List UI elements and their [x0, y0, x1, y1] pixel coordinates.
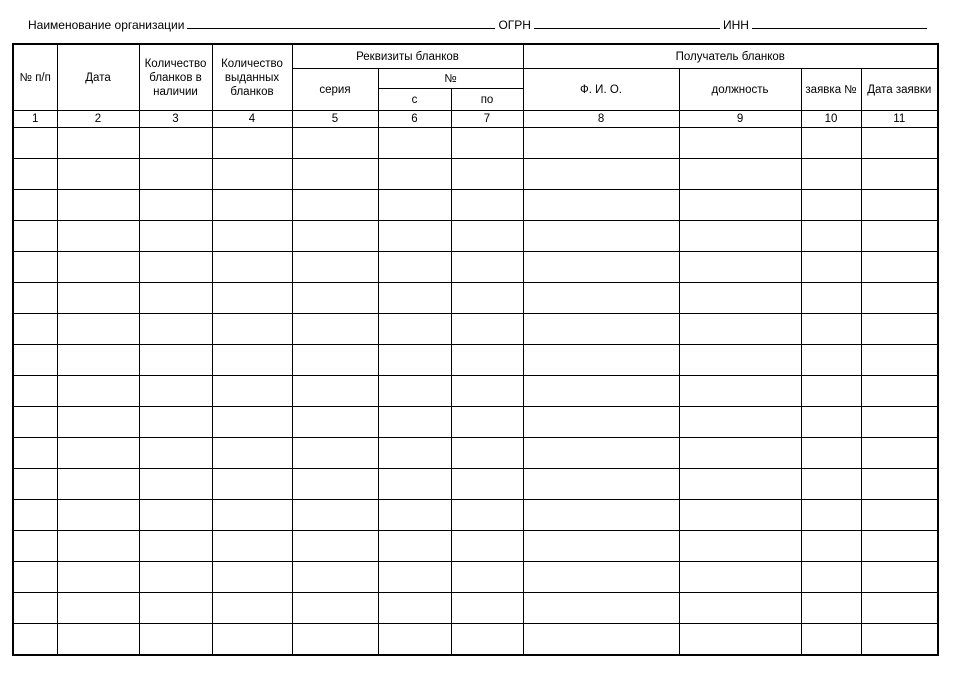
table-cell[interactable]: [139, 593, 212, 624]
table-cell[interactable]: [57, 500, 139, 531]
header-request-date: Дата заявки: [861, 69, 938, 111]
table-cell[interactable]: [523, 531, 679, 562]
table-row: [13, 469, 938, 500]
column-number: 11: [861, 111, 938, 128]
table-row: [13, 252, 938, 283]
table-cell[interactable]: [861, 624, 938, 656]
table-cell[interactable]: [13, 159, 57, 190]
table-cell[interactable]: [57, 314, 139, 345]
table-cell[interactable]: [292, 624, 378, 656]
table-cell[interactable]: [378, 469, 451, 500]
table-cell[interactable]: [292, 500, 378, 531]
table-cell[interactable]: [861, 531, 938, 562]
table-cell[interactable]: [13, 252, 57, 283]
table-cell[interactable]: [523, 128, 679, 159]
header-date: Дата: [57, 44, 139, 111]
table-row: [13, 283, 938, 314]
table-cell[interactable]: [13, 438, 57, 469]
table-cell[interactable]: [801, 407, 861, 438]
table-cell[interactable]: [861, 128, 938, 159]
table-cell[interactable]: [292, 128, 378, 159]
table-cell[interactable]: [13, 593, 57, 624]
table-row: [13, 128, 938, 159]
table-cell[interactable]: [378, 252, 451, 283]
table-cell[interactable]: [523, 562, 679, 593]
table-cell[interactable]: [13, 221, 57, 252]
table-cell[interactable]: [801, 624, 861, 656]
table-cell[interactable]: [679, 500, 801, 531]
table-cell[interactable]: [57, 438, 139, 469]
table-cell[interactable]: [292, 562, 378, 593]
header-position: должность: [679, 69, 801, 111]
table-cell[interactable]: [451, 314, 523, 345]
table-cell[interactable]: [13, 128, 57, 159]
table-cell[interactable]: [212, 221, 292, 252]
ogrn-label: ОГРН: [498, 18, 531, 32]
table-cell[interactable]: [679, 562, 801, 593]
table-cell[interactable]: [801, 252, 861, 283]
table-cell[interactable]: [861, 593, 938, 624]
table-cell[interactable]: [292, 407, 378, 438]
header-fio: Ф. И. О.: [523, 69, 679, 111]
header-to: по: [451, 89, 523, 111]
table-cell[interactable]: [378, 283, 451, 314]
table-cell[interactable]: [139, 531, 212, 562]
table-cell[interactable]: [451, 531, 523, 562]
table-cell[interactable]: [861, 159, 938, 190]
table-cell[interactable]: [523, 469, 679, 500]
table-cell[interactable]: [679, 376, 801, 407]
table-cell[interactable]: [679, 128, 801, 159]
header-requisites: Реквизиты бланков: [292, 44, 523, 69]
table-row: [13, 562, 938, 593]
column-number: 5: [292, 111, 378, 128]
table-cell[interactable]: [212, 407, 292, 438]
table-cell[interactable]: [861, 469, 938, 500]
table-cell[interactable]: [378, 593, 451, 624]
table-cell[interactable]: [801, 345, 861, 376]
table-cell[interactable]: [292, 314, 378, 345]
table-cell[interactable]: [523, 314, 679, 345]
table-cell[interactable]: [451, 221, 523, 252]
table-cell[interactable]: [801, 531, 861, 562]
org-name-field[interactable]: [187, 17, 495, 29]
table-cell[interactable]: [378, 407, 451, 438]
table-cell[interactable]: [451, 190, 523, 221]
column-number: 4: [212, 111, 292, 128]
table-row: [13, 314, 938, 345]
table-cell[interactable]: [378, 438, 451, 469]
table-cell[interactable]: [292, 221, 378, 252]
table-cell[interactable]: [212, 283, 292, 314]
table-cell[interactable]: [139, 159, 212, 190]
table-cell[interactable]: [139, 407, 212, 438]
column-number: 6: [378, 111, 451, 128]
table-cell[interactable]: [212, 469, 292, 500]
table-cell[interactable]: [13, 345, 57, 376]
table-cell[interactable]: [139, 252, 212, 283]
table-cell[interactable]: [57, 376, 139, 407]
table-cell[interactable]: [378, 128, 451, 159]
table-cell[interactable]: [451, 128, 523, 159]
column-number: 7: [451, 111, 523, 128]
table-cell[interactable]: [292, 252, 378, 283]
table-cell[interactable]: [679, 624, 801, 656]
table-cell[interactable]: [378, 190, 451, 221]
table-cell[interactable]: [13, 500, 57, 531]
table-cell[interactable]: [523, 376, 679, 407]
table-cell[interactable]: [523, 283, 679, 314]
table-cell[interactable]: [861, 283, 938, 314]
table-cell[interactable]: [139, 345, 212, 376]
table-row: [13, 376, 938, 407]
table-row: [13, 221, 938, 252]
table-cell[interactable]: [861, 221, 938, 252]
header-qty-issued: Количество выданных бланков: [212, 44, 292, 111]
table-row: [13, 531, 938, 562]
table-cell[interactable]: [57, 531, 139, 562]
table-cell[interactable]: [451, 345, 523, 376]
table-cell[interactable]: [861, 314, 938, 345]
blanks-register-table: [12, 43, 939, 656]
table-cell[interactable]: [451, 283, 523, 314]
table-cell[interactable]: [139, 314, 212, 345]
table-row: [13, 159, 938, 190]
table-cell[interactable]: [292, 376, 378, 407]
table-cell[interactable]: [679, 221, 801, 252]
table-cell[interactable]: [139, 283, 212, 314]
table-cell[interactable]: [679, 252, 801, 283]
table-cell[interactable]: [801, 469, 861, 500]
table-cell[interactable]: [523, 407, 679, 438]
table-cell[interactable]: [57, 624, 139, 656]
column-number: 3: [139, 111, 212, 128]
table-row: [13, 593, 938, 624]
table-cell[interactable]: [801, 221, 861, 252]
table-cell[interactable]: [139, 500, 212, 531]
organization-header: [28, 17, 928, 33]
table-cell[interactable]: [378, 345, 451, 376]
table-cell[interactable]: [801, 376, 861, 407]
table-cell[interactable]: [378, 500, 451, 531]
table-cell[interactable]: [212, 159, 292, 190]
table-cell[interactable]: [801, 314, 861, 345]
table-cell[interactable]: [451, 376, 523, 407]
header-qty-available: Количество бланков в наличии: [139, 44, 212, 111]
table-cell[interactable]: [679, 283, 801, 314]
table-cell[interactable]: [139, 469, 212, 500]
table-cell[interactable]: [139, 562, 212, 593]
inn-label: ИНН: [722, 18, 749, 32]
column-number: 1: [13, 111, 57, 128]
table-cell[interactable]: [57, 345, 139, 376]
table-cell[interactable]: [13, 283, 57, 314]
table-cell[interactable]: [801, 438, 861, 469]
table-cell[interactable]: [139, 376, 212, 407]
table-cell[interactable]: [801, 562, 861, 593]
table-cell[interactable]: [13, 531, 57, 562]
table-cell[interactable]: [212, 376, 292, 407]
table-cell[interactable]: [292, 159, 378, 190]
ogrn-field[interactable]: [534, 17, 720, 29]
table-cell[interactable]: [861, 376, 938, 407]
table-cell[interactable]: [378, 624, 451, 656]
org-name-label: Наименование организации: [28, 18, 185, 32]
table-cell[interactable]: [292, 438, 378, 469]
column-number: 8: [523, 111, 679, 128]
table-cell[interactable]: [292, 190, 378, 221]
table-cell[interactable]: [861, 345, 938, 376]
table-cell[interactable]: [451, 624, 523, 656]
table-cell[interactable]: [212, 624, 292, 656]
table-cell[interactable]: [139, 128, 212, 159]
table-cell[interactable]: [861, 500, 938, 531]
table-cell[interactable]: [57, 562, 139, 593]
table-cell[interactable]: [378, 314, 451, 345]
table-row: [13, 624, 938, 656]
header-from: с: [378, 89, 451, 111]
header-number: №: [378, 69, 523, 89]
table-cell[interactable]: [679, 190, 801, 221]
table-cell[interactable]: [523, 624, 679, 656]
table-cell[interactable]: [292, 531, 378, 562]
table-cell[interactable]: [523, 438, 679, 469]
table-cell[interactable]: [378, 159, 451, 190]
column-number: 10: [801, 111, 861, 128]
table-cell[interactable]: [57, 593, 139, 624]
table-cell[interactable]: [57, 469, 139, 500]
table-cell[interactable]: [451, 438, 523, 469]
table-cell[interactable]: [13, 314, 57, 345]
table-cell[interactable]: [292, 283, 378, 314]
table-cell[interactable]: [679, 593, 801, 624]
table-cell[interactable]: [451, 500, 523, 531]
table-cell[interactable]: [212, 314, 292, 345]
table-cell[interactable]: [679, 407, 801, 438]
table-cell[interactable]: [523, 252, 679, 283]
table-row: [13, 190, 938, 221]
table-cell[interactable]: [451, 159, 523, 190]
table-cell[interactable]: [139, 438, 212, 469]
table-cell[interactable]: [523, 159, 679, 190]
table-cell[interactable]: [801, 128, 861, 159]
inn-field[interactable]: [752, 17, 927, 29]
table-cell[interactable]: [523, 593, 679, 624]
table-cell[interactable]: [212, 345, 292, 376]
table-cell[interactable]: [212, 128, 292, 159]
table-cell[interactable]: [212, 531, 292, 562]
table-cell[interactable]: [13, 562, 57, 593]
table-cell[interactable]: [212, 438, 292, 469]
table-cell[interactable]: [57, 252, 139, 283]
table-cell[interactable]: [212, 593, 292, 624]
table-row: [13, 407, 938, 438]
table-cell[interactable]: [861, 407, 938, 438]
column-number: 2: [57, 111, 139, 128]
table-cell[interactable]: [212, 252, 292, 283]
header-recipient: Получатель бланков: [523, 44, 938, 69]
table-cell[interactable]: [378, 562, 451, 593]
table-cell[interactable]: [801, 283, 861, 314]
table-cell[interactable]: [679, 345, 801, 376]
column-number: 9: [679, 111, 801, 128]
table-cell[interactable]: [679, 438, 801, 469]
table-cell[interactable]: [861, 190, 938, 221]
table-cell[interactable]: [212, 562, 292, 593]
table-row: [13, 345, 938, 376]
table-cell[interactable]: [57, 283, 139, 314]
table-cell[interactable]: [451, 593, 523, 624]
header-request-no: заявка №: [801, 69, 861, 111]
table-cell[interactable]: [13, 190, 57, 221]
table-cell[interactable]: [139, 190, 212, 221]
table-cell[interactable]: [679, 531, 801, 562]
table-cell[interactable]: [801, 500, 861, 531]
table-cell[interactable]: [57, 159, 139, 190]
table-cell[interactable]: [451, 562, 523, 593]
header-num: № п/п: [13, 44, 57, 111]
table-cell[interactable]: [57, 128, 139, 159]
table-cell[interactable]: [451, 407, 523, 438]
table-cell[interactable]: [861, 438, 938, 469]
table-cell[interactable]: [679, 469, 801, 500]
table-cell[interactable]: [801, 190, 861, 221]
table-cell[interactable]: [57, 407, 139, 438]
table-cell[interactable]: [378, 221, 451, 252]
table-row: [13, 500, 938, 531]
table-cell[interactable]: [292, 469, 378, 500]
table-cell[interactable]: [861, 252, 938, 283]
table-cell[interactable]: [57, 190, 139, 221]
table-cell[interactable]: [13, 407, 57, 438]
table-cell[interactable]: [523, 345, 679, 376]
table-cell[interactable]: [451, 252, 523, 283]
column-numbers-row: [13, 111, 938, 128]
table-cell[interactable]: [801, 593, 861, 624]
table-cell[interactable]: [139, 221, 212, 252]
table-cell[interactable]: [679, 314, 801, 345]
header-series: серия: [292, 69, 378, 111]
table-cell[interactable]: [57, 221, 139, 252]
table-cell[interactable]: [292, 345, 378, 376]
table-cell[interactable]: [378, 531, 451, 562]
table-cell[interactable]: [523, 190, 679, 221]
table-cell[interactable]: [139, 624, 212, 656]
table-cell[interactable]: [801, 159, 861, 190]
table-row: [13, 438, 938, 469]
table-cell[interactable]: [523, 221, 679, 252]
table-cell[interactable]: [13, 624, 57, 656]
table-cell[interactable]: [13, 376, 57, 407]
table-cell[interactable]: [861, 562, 938, 593]
table-cell[interactable]: [523, 500, 679, 531]
table-cell[interactable]: [292, 593, 378, 624]
table-cell[interactable]: [378, 376, 451, 407]
table-cell[interactable]: [212, 190, 292, 221]
table-cell[interactable]: [679, 159, 801, 190]
table-cell[interactable]: [13, 469, 57, 500]
table-cell[interactable]: [451, 469, 523, 500]
table-cell[interactable]: [212, 500, 292, 531]
